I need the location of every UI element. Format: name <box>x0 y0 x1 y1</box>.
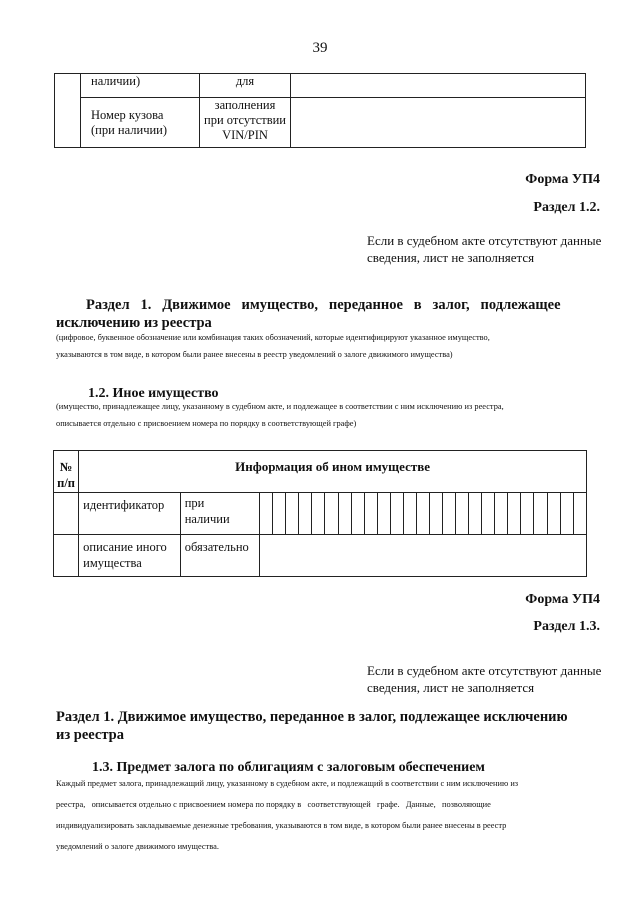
input-cell[interactable] <box>291 98 586 148</box>
row-label: Номер кузова <box>91 108 164 122</box>
identifier-char-cell[interactable] <box>325 493 338 535</box>
note-line: (имущество, принадлежащее лицу, указанному в судебном акте, и подлежащее в соответствии с ним исключению из реестра, <box>56 402 504 411</box>
heading-note <box>56 331 606 361</box>
identifier-char-cell[interactable] <box>508 493 521 535</box>
body-line: уведомлений о залоге движимого имущества. <box>56 842 219 851</box>
subsection-heading: 1.2. Иное имущество <box>88 386 219 401</box>
note-line: сведения, лист не заполняется <box>367 680 535 695</box>
identifier-char-cell[interactable] <box>547 493 560 535</box>
subsection-note <box>56 400 606 430</box>
row-label-cell <box>79 535 181 577</box>
note-line: сведения, лист не заполняется <box>367 250 535 265</box>
row-label: идентификатор <box>83 498 165 512</box>
empty-note <box>367 662 607 696</box>
identifier-char-cell[interactable] <box>521 493 534 535</box>
identifier-char-cell[interactable] <box>377 493 390 535</box>
identifier-char-cell[interactable] <box>351 493 364 535</box>
body-line: индивидуализировать закладываемые денежные требования, указываются в том виде, в котором были ранее внесены в реестр <box>56 821 507 830</box>
header-number <box>54 451 79 493</box>
page-number: 39 <box>312 40 328 56</box>
identifier-char-cell[interactable] <box>364 493 377 535</box>
row-hint: VIN/PIN <box>222 128 268 142</box>
row-hint: заполнения <box>214 98 276 112</box>
identifier-char-cell[interactable] <box>312 493 325 535</box>
requirement-cell <box>180 493 259 535</box>
note-line: (цифровое, буквенное обозначение или комбинация таких обозначений, которые идентифицируют указанное имущество, <box>56 333 490 342</box>
row-hint: при отсутствии <box>204 113 286 127</box>
identifier-char-cell[interactable] <box>443 493 456 535</box>
cell-name <box>81 74 200 98</box>
section-heading <box>56 296 604 332</box>
identifier-char-cell[interactable] <box>338 493 351 535</box>
heading-line: Раздел 1. Движимое имущество, переданное в залог, подлежащее исключению <box>56 709 568 725</box>
identifier-char-cell[interactable] <box>469 493 482 535</box>
identifier-char-cell[interactable] <box>299 493 312 535</box>
row-label: (при наличии) <box>91 123 168 137</box>
requirement-cell <box>180 535 259 577</box>
row-label-cell <box>79 493 181 535</box>
heading-line: исключению из реестра <box>56 315 212 331</box>
identifier-char-cell[interactable] <box>403 493 416 535</box>
row-label: описание иного <box>83 540 167 554</box>
number-cell[interactable] <box>54 535 79 577</box>
number-cell[interactable] <box>54 493 79 535</box>
vehicle-table-fragment <box>54 73 586 148</box>
identifier-char-cell[interactable] <box>456 493 469 535</box>
identifier-char-cell[interactable] <box>560 493 573 535</box>
body-line: Каждый предмет залога, принадлежащий лицу, указанному в судебном акте, и подлежащий в соответствии с ним исключению из <box>56 779 519 788</box>
identifier-char-cell[interactable] <box>273 493 286 535</box>
other-property-table <box>53 450 587 577</box>
form-label: Форма УП4 <box>525 172 600 187</box>
body-text <box>56 773 606 857</box>
section-label: Раздел 1.2. <box>533 200 600 215</box>
blank-cell <box>55 74 81 148</box>
note-line: описывается отдельно с присвоением номера по порядку в соответствующей графе) <box>56 419 357 428</box>
identifier-char-cell[interactable] <box>573 493 586 535</box>
cell-hint <box>200 98 291 148</box>
identifier-char-cell[interactable] <box>416 493 429 535</box>
header-text: Информация об ином имуществе <box>235 459 431 474</box>
description-input-cell[interactable] <box>260 535 587 577</box>
heading-line: из реестра <box>56 727 124 743</box>
requirement-text: наличии <box>184 512 230 526</box>
cell-hint <box>200 74 291 98</box>
identifier-char-cell[interactable] <box>495 493 508 535</box>
header-info <box>79 451 587 493</box>
identifier-char-cell[interactable] <box>429 493 442 535</box>
section-heading <box>56 708 606 744</box>
header-text: № <box>59 460 73 474</box>
subsection-heading: 1.3. Предмет залога по облигациям с залоговым обеспечением <box>92 760 485 775</box>
identifier-char-cell[interactable] <box>260 493 273 535</box>
requirement-text: при <box>184 496 205 510</box>
requirement-text: обязательно <box>184 540 249 554</box>
identifier-char-cell[interactable] <box>482 493 495 535</box>
identifier-char-cell[interactable] <box>534 493 547 535</box>
empty-note <box>367 232 607 266</box>
header-text: п/п <box>57 476 76 490</box>
form-label: Форма УП4 <box>525 592 600 607</box>
identifier-char-cell[interactable] <box>286 493 299 535</box>
note-line: Если в судебном акте отсутствуют данные <box>367 233 602 248</box>
note-line: Если в судебном акте отсутствуют данные <box>367 663 602 678</box>
heading-line: Раздел 1. Движимое имущество, переданное в залог, подлежащее <box>86 297 561 313</box>
section-label: Раздел 1.3. <box>533 619 600 634</box>
row-label: наличии) <box>91 74 141 88</box>
identifier-char-cell[interactable] <box>390 493 403 535</box>
row-hint: для <box>235 74 255 88</box>
row-label: имущества <box>83 556 142 570</box>
body-line: реестра, описывается отдельно с присвоением номера по порядку в соответствующей графе. Данные, позволяющие <box>56 800 491 809</box>
cell-name <box>81 98 200 148</box>
input-cell[interactable] <box>291 74 586 98</box>
note-line: указываются в том виде, в котором были ранее внесены в реестр уведомлений о залоге движимого имущества) <box>56 350 453 359</box>
